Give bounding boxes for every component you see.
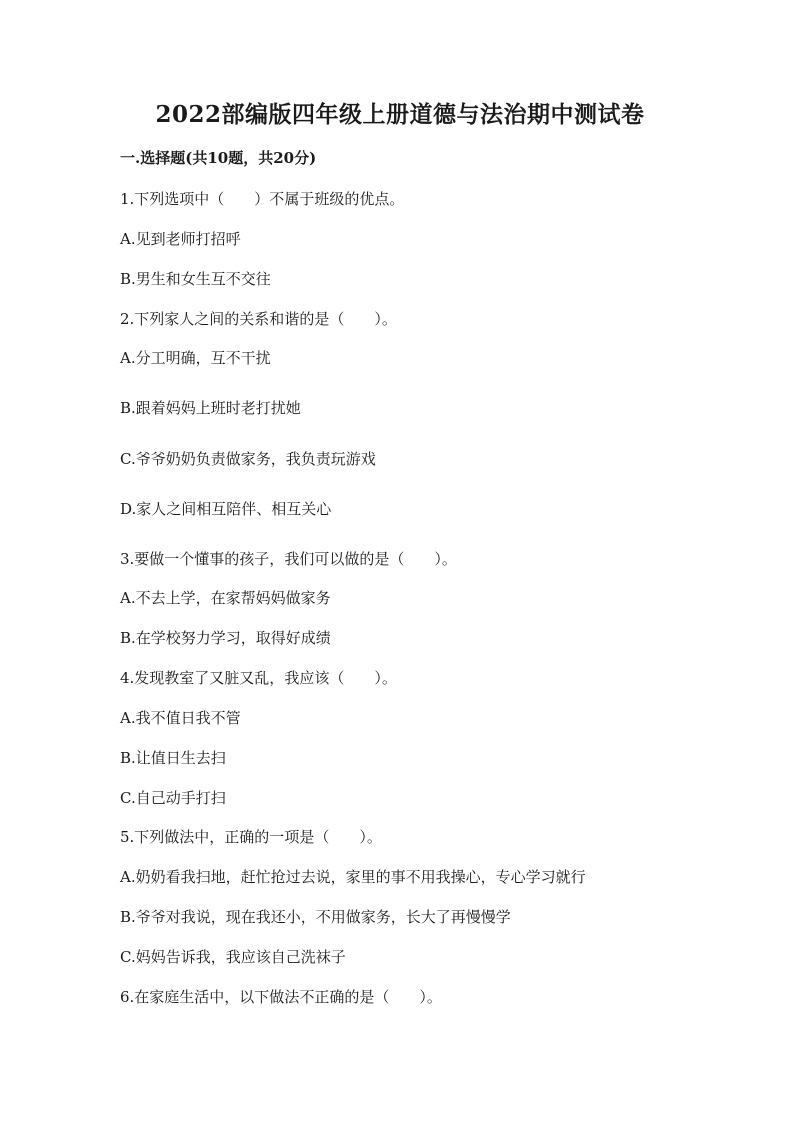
question-stem: 1.下列选项中（ ）不属于班级的优点。: [120, 190, 405, 208]
question-option: C.爷爷奶奶负责做家务，我负责玩游戏: [120, 450, 376, 468]
question-option: C.自己动手打扫: [120, 789, 226, 807]
question-option: B.男生和女生互不交往: [120, 270, 271, 288]
question-option: B.跟着妈妈上班时老打扰她: [120, 399, 301, 417]
question-option: B.让值日生去扫: [120, 749, 226, 767]
question-stem: 4.发现教室了又脏又乱，我应该（ ）。: [120, 669, 397, 687]
question-option: A.分工明确，互不干扰: [120, 349, 271, 367]
section-heading: 一.选择题(共10题，共20分): [120, 149, 317, 167]
question-stem: 6.在家庭生活中，以下做法不正确的是（ ）。: [120, 988, 442, 1006]
question-option: A.我不值日我不管: [120, 709, 241, 727]
exam-title: 2022部编版四年级上册道德与法治期中测试卷: [155, 101, 645, 128]
question-option: A.奶奶看我扫地，赶忙抢过去说，家里的事不用我操心，专心学习就行: [120, 868, 586, 886]
question-option: A.不去上学，在家帮妈妈做家务: [120, 589, 331, 607]
question-stem: 5.下列做法中，正确的一项是（ ）。: [120, 828, 382, 846]
question-stem: 2.下列家人之间的关系和谐的是（ ）。: [120, 310, 397, 328]
question-option: D.家人之间相互陪伴、相互关心: [120, 500, 332, 518]
question-stem: 3.要做一个懂事的孩子，我们可以做的是（ ）。: [120, 550, 457, 568]
question-option: B.爷爷对我说，现在我还小，不用做家务，长大了再慢慢学: [120, 908, 511, 926]
question-option: B.在学校努力学习，取得好成绩: [120, 629, 331, 647]
question-option: C.妈妈告诉我，我应该自己洗袜子: [120, 948, 346, 966]
question-option: A.见到老师打招呼: [120, 230, 241, 248]
